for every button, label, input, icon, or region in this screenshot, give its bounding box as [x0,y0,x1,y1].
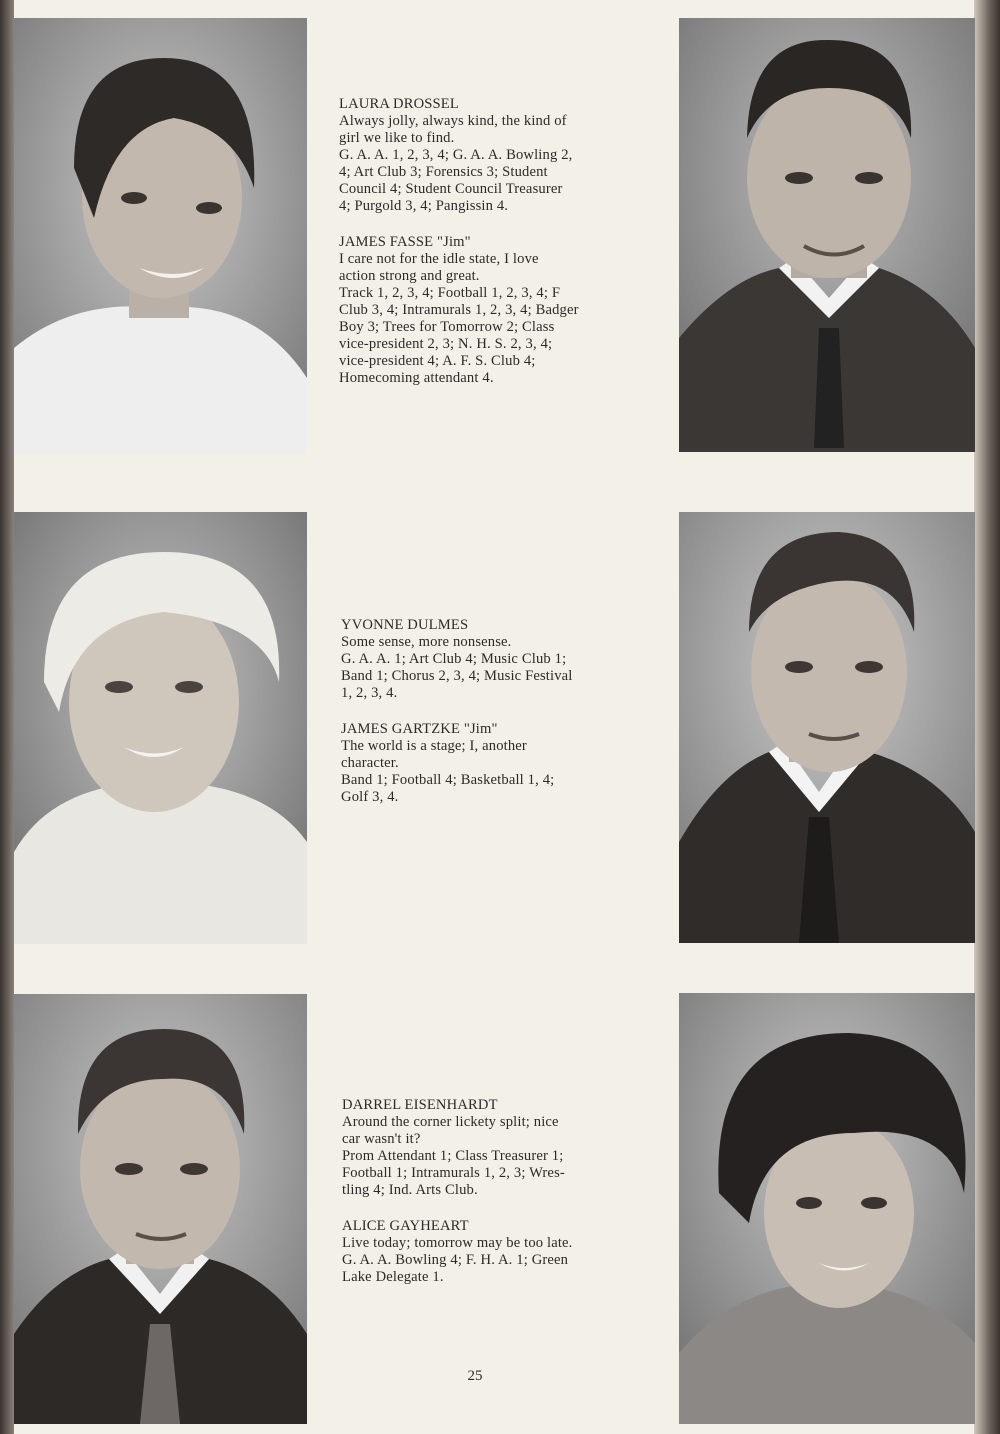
senior-entry [341,617,661,702]
senior-bio-line: 4; Purgold 3, 4; Pangissin 4. [339,198,509,214]
senior-entry [342,1097,662,1199]
senior-bio-line: Homecoming attendant 4. [339,370,494,386]
senior-entry [339,96,659,215]
senior-bio-line: Always jolly, always kind, the kind of [339,113,567,129]
senior-bio-line: girl we like to find. [339,130,455,146]
senior-bio-line: Around the corner lickety split; nice [342,1114,559,1130]
senior-bio-line: Prom Attendant 1; Class Treasurer 1; [342,1148,564,1164]
page-binding-shadow [0,0,14,1434]
senior-name: ALICE GAYHEART [342,1218,469,1234]
senior-bio-line: 4; Art Club 3; Forensics 3; Student [339,164,548,180]
senior-bio-line: Council 4; Student Council Treasurer [339,181,563,197]
senior-bio-line: The world is a stage; I, another [341,738,527,754]
senior-bio-line: Lake Delegate 1. [342,1269,444,1285]
senior-entry [339,234,659,387]
senior-bio-line: Track 1, 2, 3, 4; Football 1, 2, 3, 4; F [339,285,561,301]
portrait-photo [14,994,307,1424]
senior-entry [342,1218,662,1286]
senior-name: YVONNE DULMES [341,617,469,633]
page-edge [974,0,1000,1434]
senior-bio-line: Club 3, 4; Intramurals 1, 2, 3, 4; Badger [339,302,579,318]
senior-bio-line: G. A. A. 1; Art Club 4; Music Club 1; [341,651,567,667]
senior-name: LAURA DROSSEL [339,96,459,112]
senior-bio-line: character. [341,755,399,771]
portrait-photo [679,993,975,1424]
portrait-photo [14,18,307,454]
senior-bio-line: G. A. A. Bowling 4; F. H. A. 1; Green [342,1252,569,1268]
senior-bio-line: Some sense, more nonsense. [341,634,512,650]
senior-bio-line: action strong and great. [339,268,480,284]
senior-bio-line: Golf 3, 4. [341,789,399,805]
senior-bio-line: I care not for the idle state, I love [339,251,539,267]
senior-bio-line: Band 1; Chorus 2, 3, 4; Music Festival [341,668,573,684]
senior-bio-line: Football 1; Intramurals 1, 2, 3; Wres- [342,1165,565,1181]
senior-bio-line: vice-president 4; A. F. S. Club 4; [339,353,536,369]
senior-bio-line: tling 4; Ind. Arts Club. [342,1182,478,1198]
senior-bio-line: 1, 2, 3, 4. [341,685,398,701]
senior-entry [341,721,661,806]
senior-bio-line: vice-president 2, 3; N. H. S. 2, 3, 4; [339,336,553,352]
portrait-photo [679,512,975,943]
senior-bio-group [341,617,661,825]
portrait-photo [679,18,975,452]
senior-bio-group [342,1097,662,1305]
senior-bio-line: Boy 3; Trees for Tomorrow 2; Class [339,319,555,335]
senior-name: DARREL EISENHARDT [342,1097,498,1113]
page-number: 25 [467,1368,483,1384]
senior-name: JAMES FASSE "Jim" [339,234,471,250]
portrait-photo [14,512,307,944]
senior-bio-line: car wasn't it? [342,1131,421,1147]
senior-bio-group [339,96,659,406]
senior-bio-line: G. A. A. 1, 2, 3, 4; G. A. A. Bowling 2, [339,147,573,163]
senior-bio-line: Band 1; Football 4; Basketball 1, 4; [341,772,555,788]
senior-bio-line: Live today; tomorrow may be too late. [342,1235,573,1251]
senior-name: JAMES GARTZKE "Jim" [341,721,498,737]
